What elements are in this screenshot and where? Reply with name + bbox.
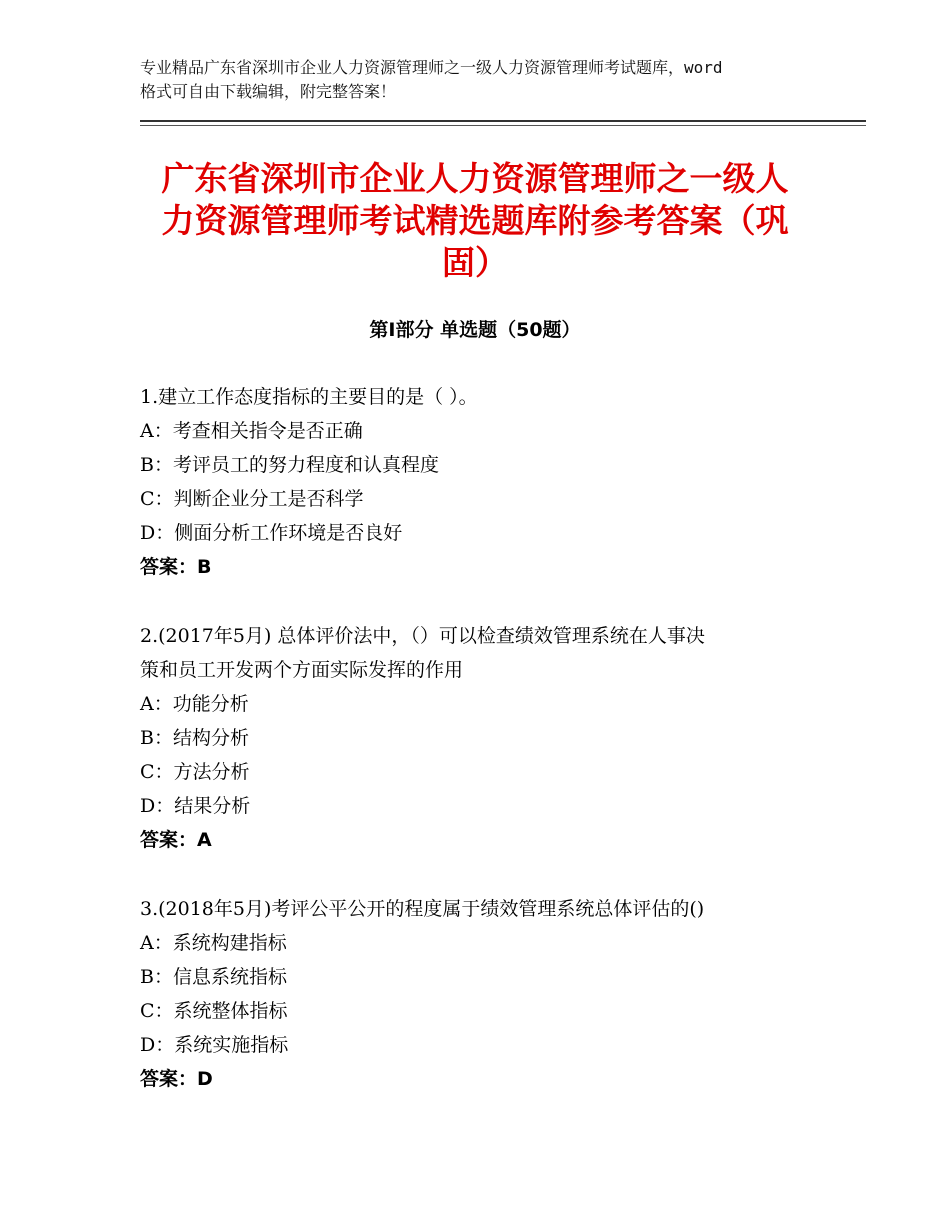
document-title [130, 158, 820, 284]
answer-label: 答案：D [140, 1068, 213, 1090]
question-item [140, 892, 820, 1096]
option-a: A：考查相关指令是否正确 [140, 420, 363, 442]
header-note [140, 56, 830, 104]
option-c: C：判断企业分工是否科学 [140, 488, 364, 510]
question-item [140, 619, 820, 857]
title-line: 广东省深圳市企业人力资源管理师之一级人 [161, 159, 789, 198]
option-b: B：结构分析 [140, 727, 249, 749]
option-c: C：方法分析 [140, 761, 250, 783]
option-d: D：系统实施指标 [140, 1034, 289, 1056]
option-c: C：系统整体指标 [140, 1000, 288, 1022]
question-item [140, 380, 820, 584]
header-rule-thin [140, 125, 866, 126]
header-note-line: 格式可自由下载编辑，附完整答案！ [140, 82, 397, 101]
answer-label: 答案：A [140, 829, 212, 851]
question-stem: 2.(2017年5月) 总体评价法中，（）可以检查绩效管理系统在人事决 [140, 625, 705, 647]
section-heading: 第Ⅰ部分 单选题（50题） [369, 319, 581, 341]
title-line: 固） [442, 243, 508, 282]
option-a: A：系统构建指标 [140, 932, 287, 954]
option-a: A：功能分析 [140, 693, 249, 715]
title-line: 力资源管理师考试精选题库附参考答案（巩 [161, 201, 789, 240]
option-d: D：侧面分析工作环境是否良好 [140, 522, 403, 544]
question-stem: 3.(2018年5月)考评公平公开的程度属于绩效管理系统总体评估的() [140, 898, 705, 920]
question-stem: 1.建立工作态度指标的主要目的是（ ）。 [140, 386, 478, 408]
header-rule-thick [140, 120, 866, 122]
question-stem: 策和员工开发两个方面实际发挥的作用 [140, 659, 464, 681]
answer-label: 答案：B [140, 556, 212, 578]
option-d: D：结果分析 [140, 795, 251, 817]
option-b: B：考评员工的努力程度和认真程度 [140, 454, 439, 476]
header-note-line: 专业精品广东省深圳市企业人力资源管理师之一级人力资源管理师考试题库，word [140, 58, 723, 77]
option-b: B：信息系统指标 [140, 966, 287, 988]
